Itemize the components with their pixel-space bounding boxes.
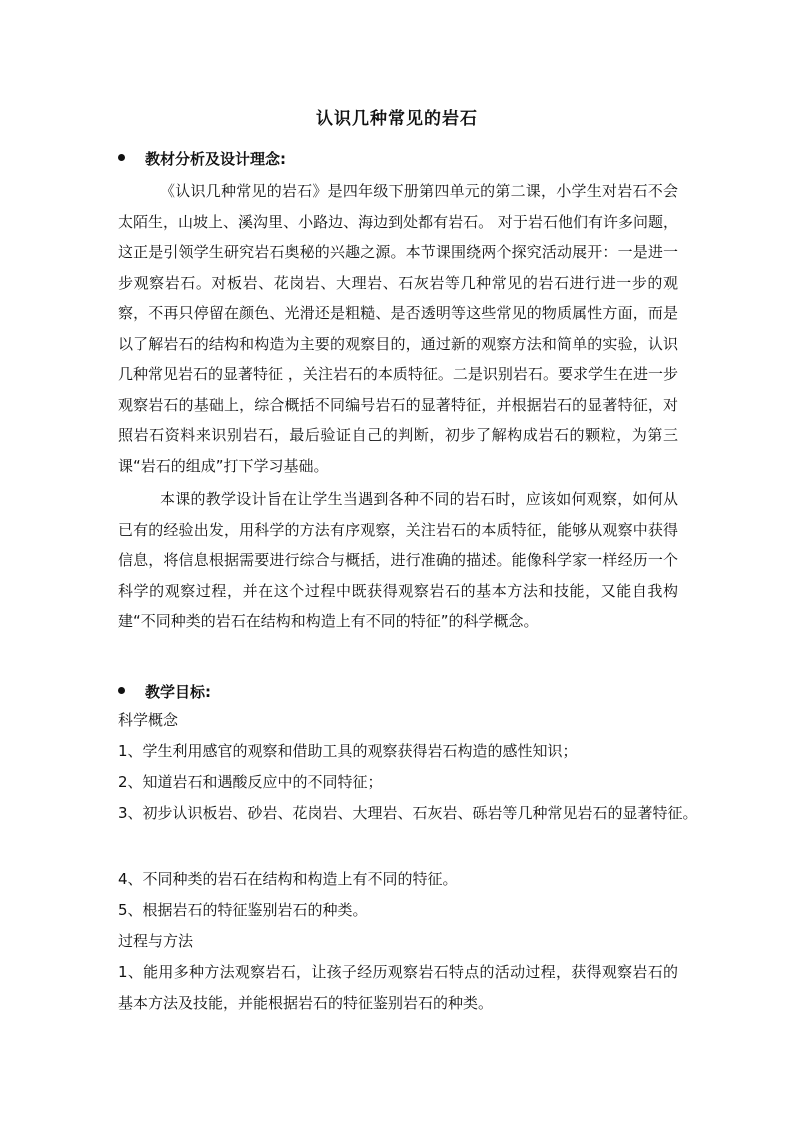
section-heading-goals bbox=[118, 681, 211, 702]
section-heading-label: 教材分析及设计理念: bbox=[145, 150, 286, 168]
section-heading-analysis bbox=[118, 148, 286, 169]
paragraph-analysis: 《认识几种常见的岩石》是四年级下册第四单元的第二课，小学生对岩石不会太陌生，山坡上、溪沟里、小路边、海边到处都有岩石。 对于岩石他们有许多问题，这正是引领学生研究岩石奥秘的兴趣之源。本节课围绕两个探究活动展开：一是进一步观察岩石。对板岩、花岗岩、大理岩、石灰岩等几种常见的岩石进行进一步的观察，不再只停留在颜色、光滑还是粗糙、是否透明等这些常见的物质属性方面，而是以了解岩石的结构和构造为主要的观察目的，通过新的观察方法和简单的实验，认识几种常见岩石的显著特征 ，关注岩石的本质特征。二是识别岩石。要求学生在进一步观察岩石的基础上，综合概括不同编号岩石的显著特征，并根据岩石的显著特征，对照岩石资料来识别岩石，最后验证自己的判断，初步了解构成岩石的颗粒，为第三课“岩石的组成”打下学习基础。 bbox=[118, 182, 678, 475]
list-item: 2、知道岩石和遇酸反应中的不同特征； bbox=[118, 773, 383, 791]
list-item: 5、根据岩石的特征鉴别岩石的种类。 bbox=[118, 901, 368, 919]
subheading-science-concept: 科学概念 bbox=[118, 711, 179, 729]
bullet-icon bbox=[118, 687, 125, 694]
list-item: 1、能用多种方法观察岩石，让孩子经历观察岩石特点的活动过程，获得观察岩石的基本方法及技能，并能根据岩石的特征鉴别岩石的种类。 bbox=[118, 963, 678, 1012]
list-item: 3、初步认识板岩、砂岩、花岗岩、大理岩、石灰岩、砾岩等几种常见岩石的显著特征。 bbox=[118, 804, 698, 822]
list-item: 4、不同种类的岩石在结构和构造上有不同的特征。 bbox=[118, 870, 458, 888]
document-title: 认识几种常见的岩石 bbox=[316, 109, 478, 129]
bullet-icon bbox=[118, 154, 125, 161]
section-heading-label: 教学目标: bbox=[145, 683, 211, 701]
paragraph-design-concept: 本课的教学设计旨在让学生当遇到各种不同的岩石时，应该如何观察，如何从已有的经验出发，用科学的方法有序观察，关注岩石的本质特征，能够从观察中获得信息，将信息根据需要进行综合与概括，进行准确的描述。能像科学家一样经历一个科学的观察过程，并在这个过程中既获得观察岩石的基本方法和技能，又能自我构建“不同种类的岩石在结构和构造上有不同的特征”的科学概念。 bbox=[118, 490, 678, 630]
list-item: 1、学生利用感官的观察和借助工具的观察获得岩石构造的感性知识； bbox=[118, 742, 578, 760]
subheading-process-method: 过程与方法 bbox=[118, 932, 194, 950]
